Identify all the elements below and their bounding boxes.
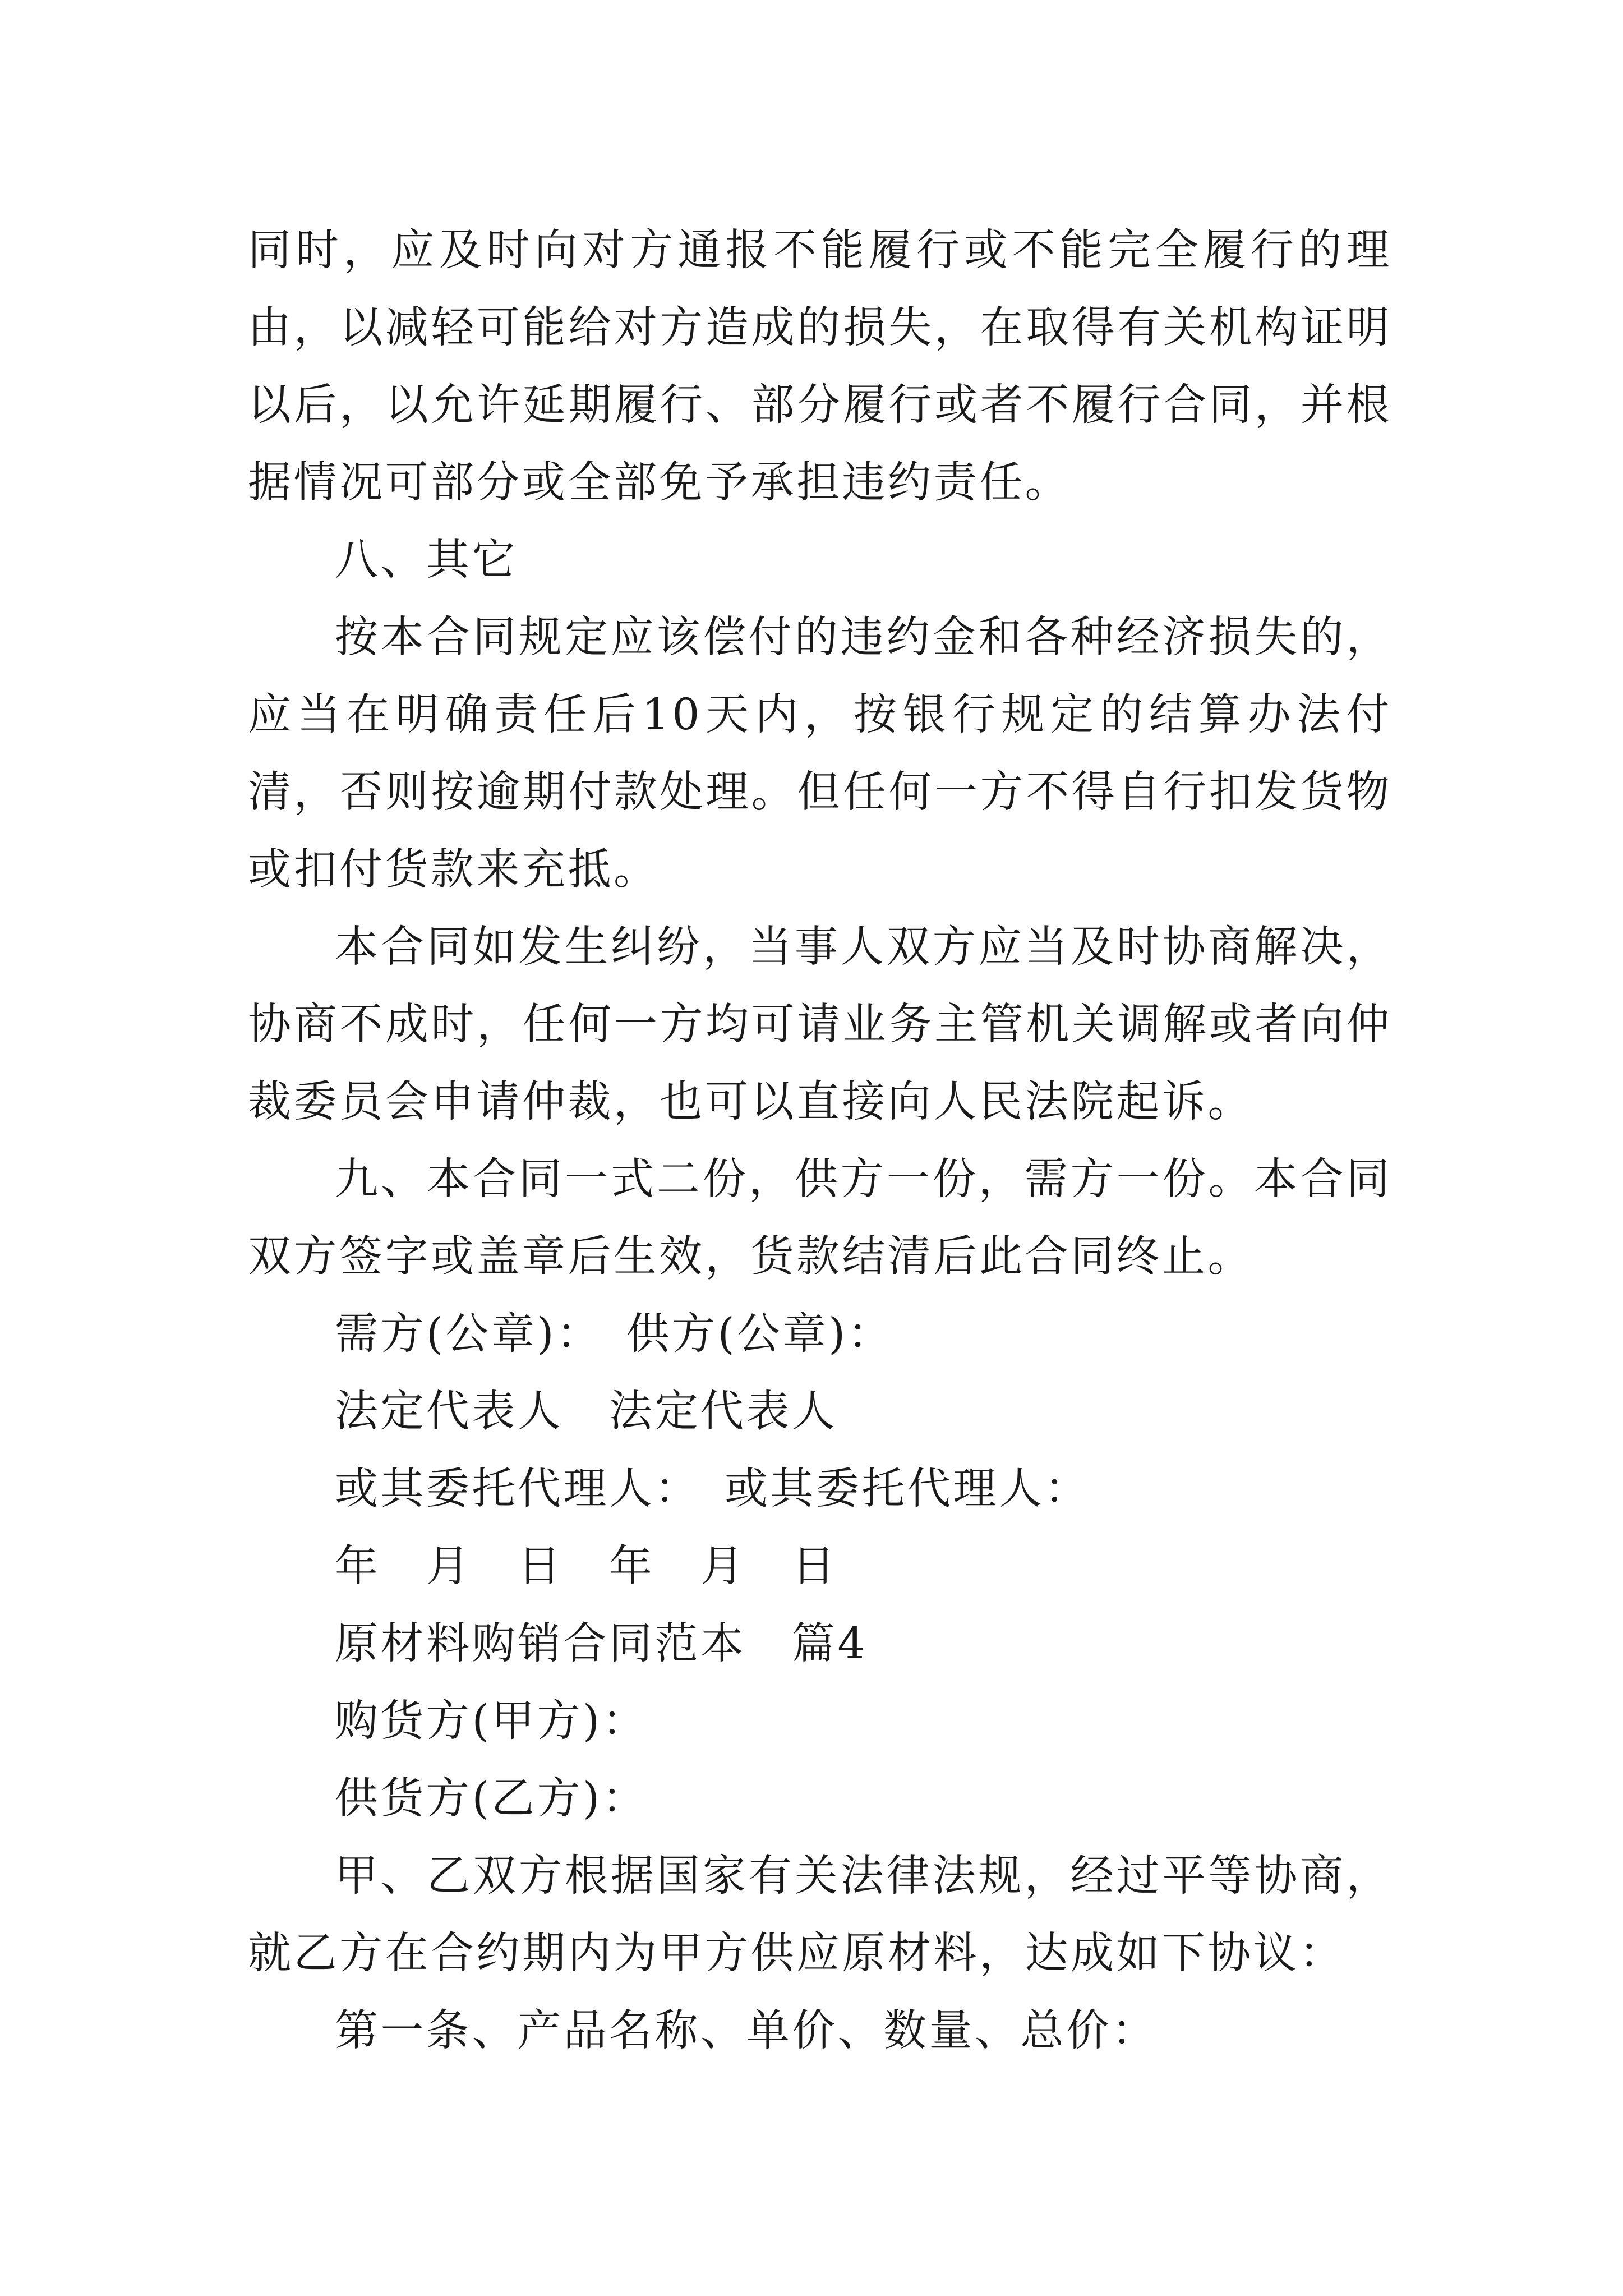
paragraph-force-majeure-continued: 同时，应及时向对方通报不能履行或不能完全履行的理由，以减轻可能给对方造成的损失，在取得有关机构证明以后，以允许延期履行、部分履行或者不履行合同，并根据情况可部分或全部免予承担违约责任。: [248, 226, 1392, 508]
document-body: [248, 212, 1392, 2070]
signature-line-seal: 需方(公章)： 供方(公章)：: [335, 1309, 894, 1359]
paragraph-copies-effect: 九、本合同一式二份，供方一份，需方一份。本合同双方签字或盖章后生效，货款结清后此合同终止。: [248, 1154, 1392, 1282]
party-buyer: 购货方(甲方)：: [335, 1696, 648, 1746]
section-heading-other: 八、其它: [335, 535, 518, 585]
signature-line-representative: 法定代表人 法定代表人: [335, 1387, 838, 1437]
party-supplier: 供货方(乙方)：: [335, 1774, 648, 1824]
paragraph-penalty-payment: 按本合同规定应该偿付的违约金和各种经济损失的，应当在明确责任后10天内，按银行规定的结算办法付清，否则按逾期付款处理。但任何一方不得自行扣发货物或扣付货款来充抵。: [248, 613, 1392, 895]
article-one-heading: 第一条、产品名称、单价、数量、总价：: [335, 2006, 1158, 2056]
signature-line-date: 年 月 日 年 月 日: [335, 1542, 838, 1591]
signature-line-agent: 或其委托代理人： 或其委托代理人：: [335, 1464, 1090, 1514]
paragraph-agreement-intro: 甲、乙双方根据国家有关法律法规，经过平等协商，就乙方在合约期内为甲方供应原材料，达成如下协议：: [248, 1851, 1392, 1978]
paragraph-dispute-resolution: 本合同如发生纠纷，当事人双方应当及时协商解决，协商不成时，任何一方均可请业务主管机关调解或者向仲裁委员会申请仲裁，也可以直接向人民法院起诉。: [248, 922, 1392, 1127]
contract-title: 原材料购销合同范本 篇4: [335, 1619, 868, 1669]
